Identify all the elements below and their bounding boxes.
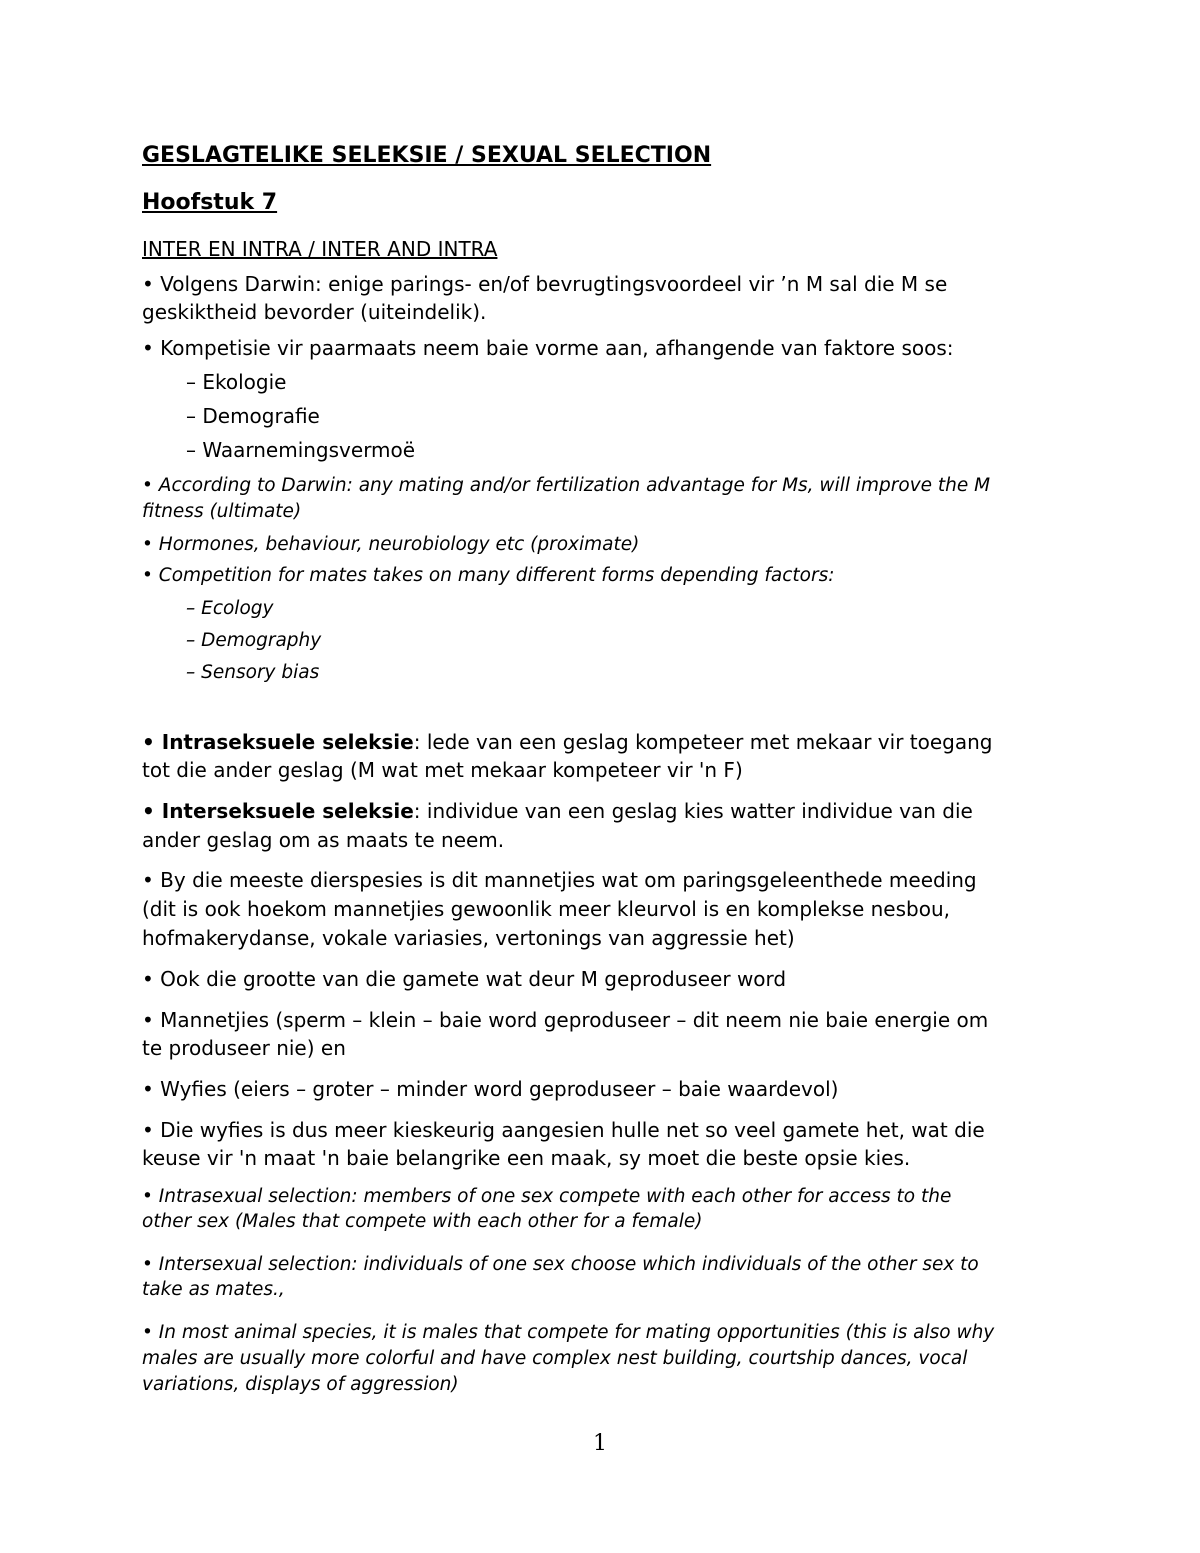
factor-item: – Waarnemingsvermoë <box>186 438 416 462</box>
females-eggs-line: • Wyfies (eiers – groter – minder word geproduseer – baie waardevol) <box>142 1077 839 1101</box>
english-intrasexual-line-1: • Intrasexual selection: members of one sex compete with each other for access to the <box>142 1186 952 1207</box>
intersexual-definition-line-2: ander geslag om as maats te neem. <box>142 828 505 852</box>
english-intersexual-line-2: take as mates., <box>142 1279 285 1300</box>
afrikaans-darwin-line-2: geskiktheid bevorder (uiteindelik). <box>142 300 487 324</box>
intrasexual-definition-line-2: tot die ander geslag (M wat met mekaar kompeteer vir 'n F) <box>142 758 743 782</box>
english-males-compete-line-2: males are usually more colorful and have complex nest building, courtship dances, vocal <box>142 1348 968 1369</box>
english-males-compete-line-3: variations, displays of aggression) <box>142 1374 459 1395</box>
english-darwin-line-1: • According to Darwin: any mating and/or fertilization advantage for Ms, will improve the M <box>142 475 991 496</box>
afrikaans-competition-line: • Kompetisie vir paarmaats neem baie vorme aan, afhangende van faktore soos: <box>142 336 954 360</box>
females-choosy-line-1: • Die wyfies is dus meer kieskeurig aangesien hulle net so veel gamete het, wat die <box>142 1118 985 1142</box>
english-competition-line: • Competition for mates takes on many different forms depending factors: <box>142 565 835 586</box>
factor-item: – Demografie <box>186 404 320 428</box>
intersexual-definition-line-1 <box>142 798 973 824</box>
males-compete-line-3: hofmakerydanse, vokale variasies, vertonings van aggressie het) <box>142 926 795 950</box>
page-number: 1 <box>593 1431 607 1456</box>
females-choosy-line-2: keuse vir 'n maat 'n baie belangrike een maak, sy moet die beste opsie kies. <box>142 1146 911 1170</box>
factor-item: – Ecology <box>186 598 274 619</box>
english-darwin-line-2: fitness (ultimate) <box>142 501 302 522</box>
males-compete-line-2: (dit is ook hoekom mannetjies gewoonlik meer kleurvol is en komplekse nesbou, <box>142 897 950 921</box>
english-intrasexual-line-2: other sex (Males that compete with each other for a female) <box>142 1211 703 1232</box>
intrasexual-term: • Intraseksuele seleksie <box>142 730 414 754</box>
english-males-compete-line-1: • In most animal species, it is males that compete for mating opportunities (this is also why <box>142 1322 995 1343</box>
factor-item: – Sensory bias <box>186 662 320 683</box>
intrasexual-definition: : lede van een geslag kompeteer met mekaar vir toegang <box>413 730 993 754</box>
section-subheading: INTER EN INTRA / INTER AND INTRA <box>142 237 498 261</box>
males-sperm-line-1: • Mannetjies (sperm – klein – baie word geproduseer – dit neem nie baie energie om <box>142 1008 989 1032</box>
document-title: GESLAGTELIKE SELEKSIE / SEXUAL SELECTION <box>142 143 712 168</box>
gamete-size-line: • Ook die grootte van die gamete wat deur M geproduseer word <box>142 967 787 991</box>
afrikaans-darwin-line-1: • Volgens Darwin: enige parings- en/of bevrugtingsvoordeel vir ’n M sal die M se <box>142 272 948 296</box>
intersexual-term: • Interseksuele seleksie <box>142 799 414 823</box>
intrasexual-definition-line-1 <box>142 729 992 755</box>
english-hormones-line: • Hormones, behaviour, neurobiology etc (proximate) <box>142 534 640 555</box>
chapter-heading: Hoofstuk 7 <box>142 190 278 215</box>
factor-item: – Demography <box>186 630 322 651</box>
english-intersexual-line-1: • Intersexual selection: individuals of one sex choose which individuals of the other sex to <box>142 1254 979 1275</box>
factor-item: – Ekologie <box>186 370 287 394</box>
intersexual-definition: : individue van een geslag kies watter individue van die <box>413 799 973 823</box>
males-sperm-line-2: te produseer nie) en <box>142 1036 346 1060</box>
males-compete-line-1: • By die meeste dierspesies is dit mannetjies wat om paringsgeleenthede meeding <box>142 868 977 892</box>
